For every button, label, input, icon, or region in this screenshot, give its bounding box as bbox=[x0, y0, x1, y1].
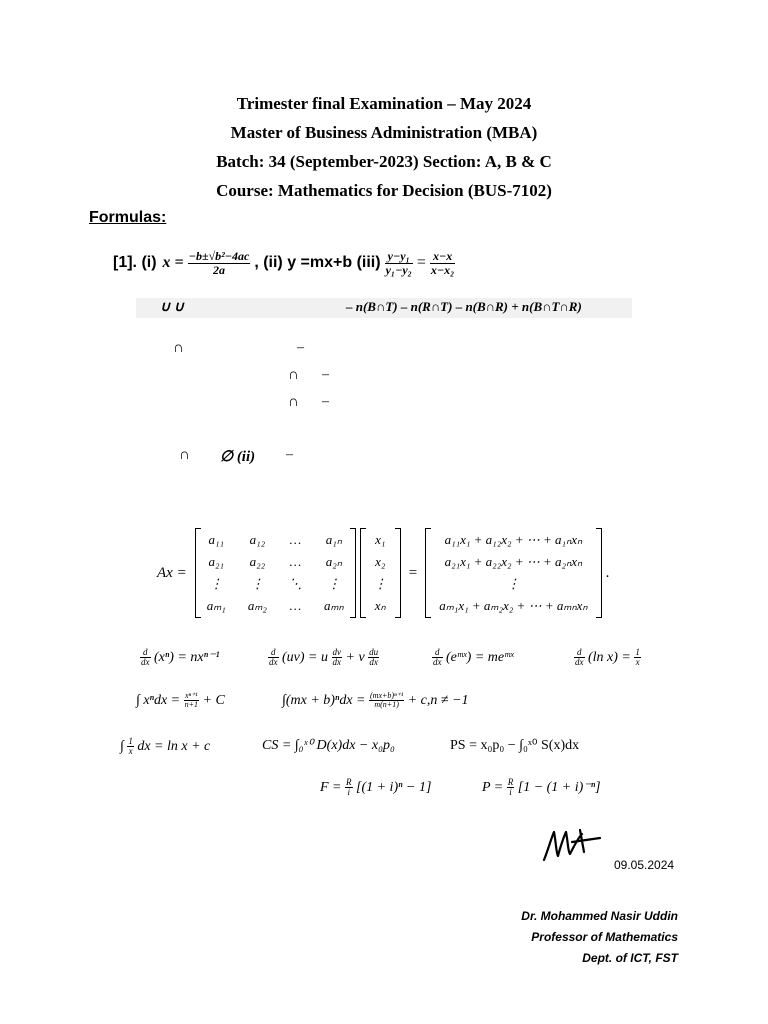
consumer-surplus-formula: CS = ∫₀ˣ⁰ D(x)dx − x₀p₀ bbox=[262, 738, 395, 753]
matrix-lhs: Ax = bbox=[157, 564, 187, 581]
minus-sign: – bbox=[297, 340, 304, 355]
signatory-name: Dr. Mohammed Nasir Uddin bbox=[521, 909, 678, 923]
equals-sign: = bbox=[416, 254, 426, 272]
matrix-entry: aₘₙ bbox=[323, 598, 344, 613]
result-entry: a₂₁x₁ + a₂₂x₂ + ⋯ + a₂ₙxₙ bbox=[444, 554, 583, 569]
signature-date: 09.05.2024 bbox=[614, 858, 675, 872]
future-value-formula: F = $\frac{R}{i}$ [(1 + i)ⁿ − 1] bbox=[320, 777, 432, 798]
vector-entry: x₁ bbox=[375, 532, 386, 547]
matrix-entry: … bbox=[289, 532, 302, 547]
quadratic-fraction: $\frac{\text{−b±√b²−4ac}}{2a}$ bbox=[188, 249, 250, 277]
matrix-entry: a₁₂ bbox=[249, 532, 266, 547]
result-entry: a₁₁x₁ + a₁₂x₂ + ⋯ + a₁ₙxₙ bbox=[444, 532, 583, 547]
vector-entry: ⋮ bbox=[373, 576, 387, 591]
intersection-symbol: ∩ bbox=[288, 367, 299, 383]
signature-block bbox=[521, 906, 678, 969]
derivative-log-rule: $\frac{d}{dx}$ (ln x) = $\frac{1}{x}$ bbox=[575, 647, 640, 668]
intersection-symbol: ∩ bbox=[179, 447, 190, 463]
matrix-entry: … bbox=[289, 554, 302, 569]
formula-1-label: [1]. (i) bbox=[113, 254, 157, 272]
union-symbols: ∪ ∪ bbox=[160, 300, 184, 315]
minus-sign: – bbox=[286, 447, 293, 462]
slope-fraction-y: $\frac{\text{y−y₁}}{\text{y₁−y₂}}$ bbox=[385, 249, 412, 277]
matrix-entry: a₁₁ bbox=[208, 532, 225, 547]
matrix-entry: ⋮ bbox=[327, 576, 341, 591]
exam-title: Trimester final Examination – May 2024 bbox=[236, 94, 532, 113]
matrix-entry: a₁ₙ bbox=[325, 532, 342, 547]
derivative-exponential-rule: $\frac{d}{dx}$ (eᵐˣ) = meᵐˣ bbox=[433, 647, 514, 668]
signatory-department: Dept. of ICT, FST bbox=[582, 951, 678, 965]
vector-entry: xₙ bbox=[374, 598, 386, 613]
formulas-heading: Formulas: bbox=[89, 209, 167, 226]
matrix-entry: a₂₂ bbox=[249, 554, 266, 569]
minus-sign: – bbox=[322, 367, 329, 382]
matrix-entry: ⋮ bbox=[209, 576, 223, 591]
present-value-formula: P = $\frac{R}{i}$ [1 − (1 + i)⁻ⁿ] bbox=[482, 777, 601, 798]
program-title: Master of Business Administration (MBA) bbox=[230, 123, 538, 142]
vector-entry: x₂ bbox=[375, 554, 386, 569]
intersection-symbol: ∩ bbox=[173, 340, 184, 356]
matrix-entry: a₂₁ bbox=[208, 554, 225, 569]
minus-sign: – bbox=[322, 394, 329, 409]
inclusion-exclusion-tail: – n(B∩T) – n(R∩T) – n(B∩R) + n(B∩T∩R) bbox=[346, 299, 582, 314]
result-vector bbox=[425, 528, 601, 618]
matrix-equation bbox=[157, 528, 609, 618]
empty-set-label: ∅ (ii) bbox=[220, 449, 256, 465]
result-entry: ⋮ bbox=[506, 576, 520, 591]
signatory-title: Professor of Mathematics bbox=[531, 930, 678, 944]
intersection-symbol: ∩ bbox=[288, 394, 299, 410]
matrix-entry: a₂ₙ bbox=[325, 554, 342, 569]
integral-linear-power-rule: ∫(mx + b)ⁿdx = $\frac{\text{(mx+b)ⁿ⁺¹}}{m(n+1)}$ + c,n ≠ −1 bbox=[282, 691, 469, 710]
quadratic-lhs: x = bbox=[162, 254, 184, 272]
period: . bbox=[605, 564, 610, 581]
integral-power-rule: ∫ xⁿdx = $\frac{\text{xⁿ⁺¹}}{n+1}$ + C bbox=[136, 691, 225, 710]
producer-surplus-formula: PS = x₀p₀ − ∫₀ˣ⁰ S(x)dx bbox=[450, 738, 580, 753]
matrix-entry: aₘ₂ bbox=[247, 598, 267, 613]
course-line: Course: Mathematics for Decision (BUS-7102) bbox=[216, 181, 552, 200]
derivative-power-rule: $\frac{d}{dx}$ (xⁿ) = nxⁿ⁻¹ bbox=[141, 647, 220, 668]
matrix-entry: … bbox=[289, 598, 302, 613]
result-entry: aₘ₁x₁ + aₘ₂x₂ + ⋯ + aₘₙxₙ bbox=[439, 598, 588, 613]
variable-vector bbox=[360, 528, 401, 618]
derivative-product-rule: $\frac{d}{dx}$ (uv) = u $\frac{dv}{dx}$ + v $\frac{du}{dx}$ bbox=[269, 647, 379, 668]
formula-1 bbox=[113, 250, 455, 276]
slope-fraction-x: $\frac{x-x}{\text{x−x₂}}$ bbox=[430, 249, 455, 277]
coefficient-matrix bbox=[195, 528, 356, 618]
signature-mark bbox=[540, 822, 610, 866]
matrix-entry: ⋮ bbox=[250, 576, 264, 591]
matrix-entry: aₘ₁ bbox=[206, 598, 226, 613]
equals-sign: = bbox=[408, 564, 418, 581]
formula-1-part2: , (ii) y =mx+b (iii) bbox=[254, 254, 381, 272]
integral-log-rule: ∫ $\frac{1}{x}$ dx = ln x + c bbox=[120, 736, 211, 757]
matrix-entry: ⋱ bbox=[288, 576, 302, 591]
batch-line: Batch: 34 (September-2023) Section: A, B & C bbox=[216, 152, 552, 171]
